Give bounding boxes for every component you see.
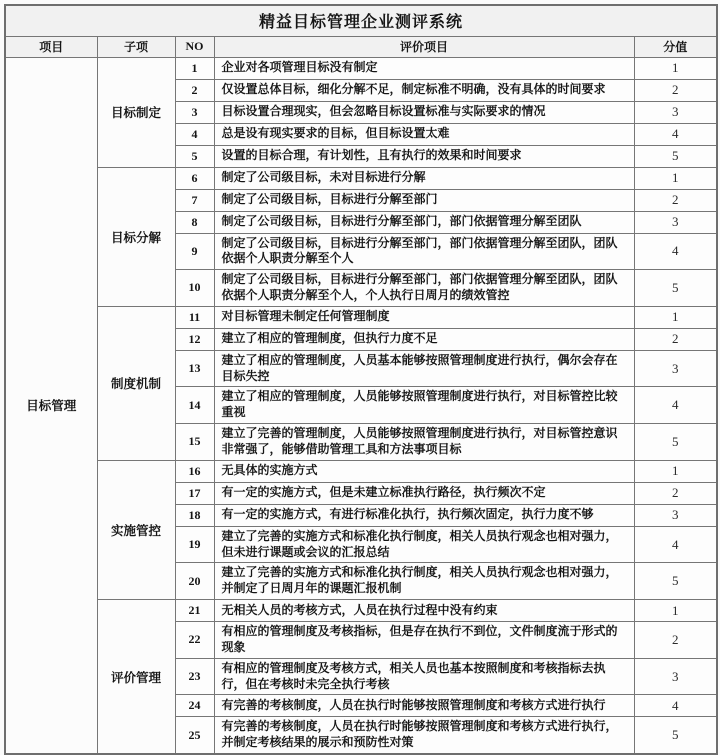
score-cell: 2 (634, 622, 717, 659)
score-cell: 1 (634, 167, 717, 189)
score-cell: 3 (634, 211, 717, 233)
score-cell: 4 (634, 526, 717, 563)
evaluation-text-cell: 建立了相应的管理制度，但执行力度不足 (214, 328, 634, 350)
row-number-cell: 25 (175, 717, 214, 754)
score-cell: 2 (634, 189, 717, 211)
row-number-cell: 9 (175, 233, 214, 270)
evaluation-text-cell: 企业对各项管理目标没有制定 (214, 57, 634, 79)
evaluation-text-cell: 建立了完善的实施方式和标准化执行制度，相关人员执行观念也相对强力，并制定了日周月年的课题汇报机制 (214, 563, 634, 600)
evaluation-text-cell: 建立了相应的管理制度，人员能够按照管理制度进行执行，对目标管控比较重视 (214, 387, 634, 424)
evaluation-text-cell: 对目标管理未制定任何管理制度 (214, 306, 634, 328)
subitem-cell: 目标分解 (97, 167, 175, 306)
row-number-cell: 8 (175, 211, 214, 233)
evaluation-text-cell: 建立了完善的实施方式和标准化执行制度，相关人员执行观念也相对强力，但未进行课题或会议的汇报总结 (214, 526, 634, 563)
row-number-cell: 5 (175, 145, 214, 167)
evaluation-text-cell: 有一定的实施方式，有进行标准化执行，执行频次固定，执行力度不够 (214, 504, 634, 526)
evaluation-text-cell: 建立了完善的管理制度，人员能够按照管理制度进行执行，对目标管控意识非常强了，能够借助管理工具和方法事项目标 (214, 424, 634, 461)
score-cell: 3 (634, 504, 717, 526)
row-number-cell: 20 (175, 563, 214, 600)
column-header-project: 项目 (5, 36, 97, 57)
evaluation-text-cell: 有完善的考核制度，人员在执行时能够按照管理制度和考核方式进行执行 (214, 695, 634, 717)
score-cell: 5 (634, 270, 717, 307)
row-number-cell: 17 (175, 482, 214, 504)
evaluation-text-cell: 制定了公司级目标，未对目标进行分解 (214, 167, 634, 189)
row-number-cell: 2 (175, 79, 214, 101)
evaluation-text-cell: 仅设置总体目标，细化分解不足，制定标准不明确，没有具体的时间要求 (214, 79, 634, 101)
table-row (5, 600, 717, 622)
evaluation-text-cell: 建立了相应的管理制度，人员基本能够按照管理制度进行执行，偶尔会存在目标失控 (214, 350, 634, 387)
column-header-evaluation: 评价项目 (214, 36, 634, 57)
row-number-cell: 24 (175, 695, 214, 717)
score-cell: 2 (634, 79, 717, 101)
score-cell: 1 (634, 460, 717, 482)
table-row (5, 460, 717, 482)
row-number-cell: 4 (175, 123, 214, 145)
score-cell: 1 (634, 57, 717, 79)
evaluation-text-cell: 有相应的管理制度及考核指标，但是存在执行不到位，文件制度流于形式的现象 (214, 622, 634, 659)
row-number-cell: 19 (175, 526, 214, 563)
row-number-cell: 18 (175, 504, 214, 526)
evaluation-text-cell: 制定了公司级目标，目标进行分解至部门，部门依据管理分解至团队，团队依据个人职责分解至个人 (214, 233, 634, 270)
score-cell: 2 (634, 328, 717, 350)
row-number-cell: 16 (175, 460, 214, 482)
row-number-cell: 23 (175, 658, 214, 695)
table-body (5, 57, 717, 754)
evaluation-text-cell: 制定了公司级目标，目标进行分解至部门，部门依据管理分解至团队，团队依据个人职责分解至个人，个人执行日周月的绩效管控 (214, 270, 634, 307)
column-header-score: 分值 (634, 36, 717, 57)
subitem-cell: 评价管理 (97, 600, 175, 754)
evaluation-text-cell: 目标设置合理现实，但会忽略目标设置标准与实际要求的情况 (214, 101, 634, 123)
evaluation-text-cell: 无具体的实施方式 (214, 460, 634, 482)
table-row (5, 167, 717, 189)
page-title: 精益目标管理企业测评系统 (5, 5, 717, 36)
row-number-cell: 14 (175, 387, 214, 424)
title-row (5, 5, 717, 36)
evaluation-text-cell: 设置的目标合理，有计划性，且有执行的效果和时间要求 (214, 145, 634, 167)
evaluation-text-cell: 有相应的管理制度及考核方式，相关人员也基本按照制度和考核指标去执行，但在考核时未完全执行考核 (214, 658, 634, 695)
assessment-table (4, 4, 718, 755)
score-cell: 5 (634, 145, 717, 167)
score-cell: 1 (634, 600, 717, 622)
row-number-cell: 11 (175, 306, 214, 328)
score-cell: 3 (634, 350, 717, 387)
score-cell: 5 (634, 717, 717, 754)
score-cell: 3 (634, 101, 717, 123)
score-cell: 2 (634, 482, 717, 504)
evaluation-text-cell: 无相关人员的考核方式，人员在执行过程中没有约束 (214, 600, 634, 622)
row-number-cell: 3 (175, 101, 214, 123)
row-number-cell: 22 (175, 622, 214, 659)
table-row (5, 57, 717, 79)
column-header-subitem: 子项 (97, 36, 175, 57)
evaluation-text-cell: 制定了公司级目标，目标进行分解至部门，部门依据管理分解至团队 (214, 211, 634, 233)
evaluation-text-cell: 有一定的实施方式，但是未建立标准执行路径，执行频次不定 (214, 482, 634, 504)
score-cell: 1 (634, 306, 717, 328)
score-cell: 4 (634, 123, 717, 145)
row-number-cell: 7 (175, 189, 214, 211)
table-row (5, 306, 717, 328)
row-number-cell: 10 (175, 270, 214, 307)
score-cell: 4 (634, 233, 717, 270)
row-number-cell: 21 (175, 600, 214, 622)
row-number-cell: 1 (175, 57, 214, 79)
evaluation-text-cell: 总是设有现实要求的目标，但目标设置太难 (214, 123, 634, 145)
subitem-cell: 实施管控 (97, 460, 175, 599)
row-number-cell: 15 (175, 424, 214, 461)
column-header-no: NO (175, 36, 214, 57)
score-cell: 3 (634, 658, 717, 695)
score-cell: 5 (634, 424, 717, 461)
score-cell: 5 (634, 563, 717, 600)
row-number-cell: 12 (175, 328, 214, 350)
row-number-cell: 6 (175, 167, 214, 189)
subitem-cell: 制度机制 (97, 306, 175, 460)
score-cell: 4 (634, 387, 717, 424)
evaluation-text-cell: 制定了公司级目标，目标进行分解至部门 (214, 189, 634, 211)
row-number-cell: 13 (175, 350, 214, 387)
evaluation-text-cell: 有完善的考核制度，人员在执行时能够按照管理制度和考核方式进行执行，并制定考核结果的展示和预防性对策 (214, 717, 634, 754)
project-cell: 目标管理 (5, 57, 97, 754)
subitem-cell: 目标制定 (97, 57, 175, 167)
score-cell: 4 (634, 695, 717, 717)
column-header-row (5, 36, 717, 57)
